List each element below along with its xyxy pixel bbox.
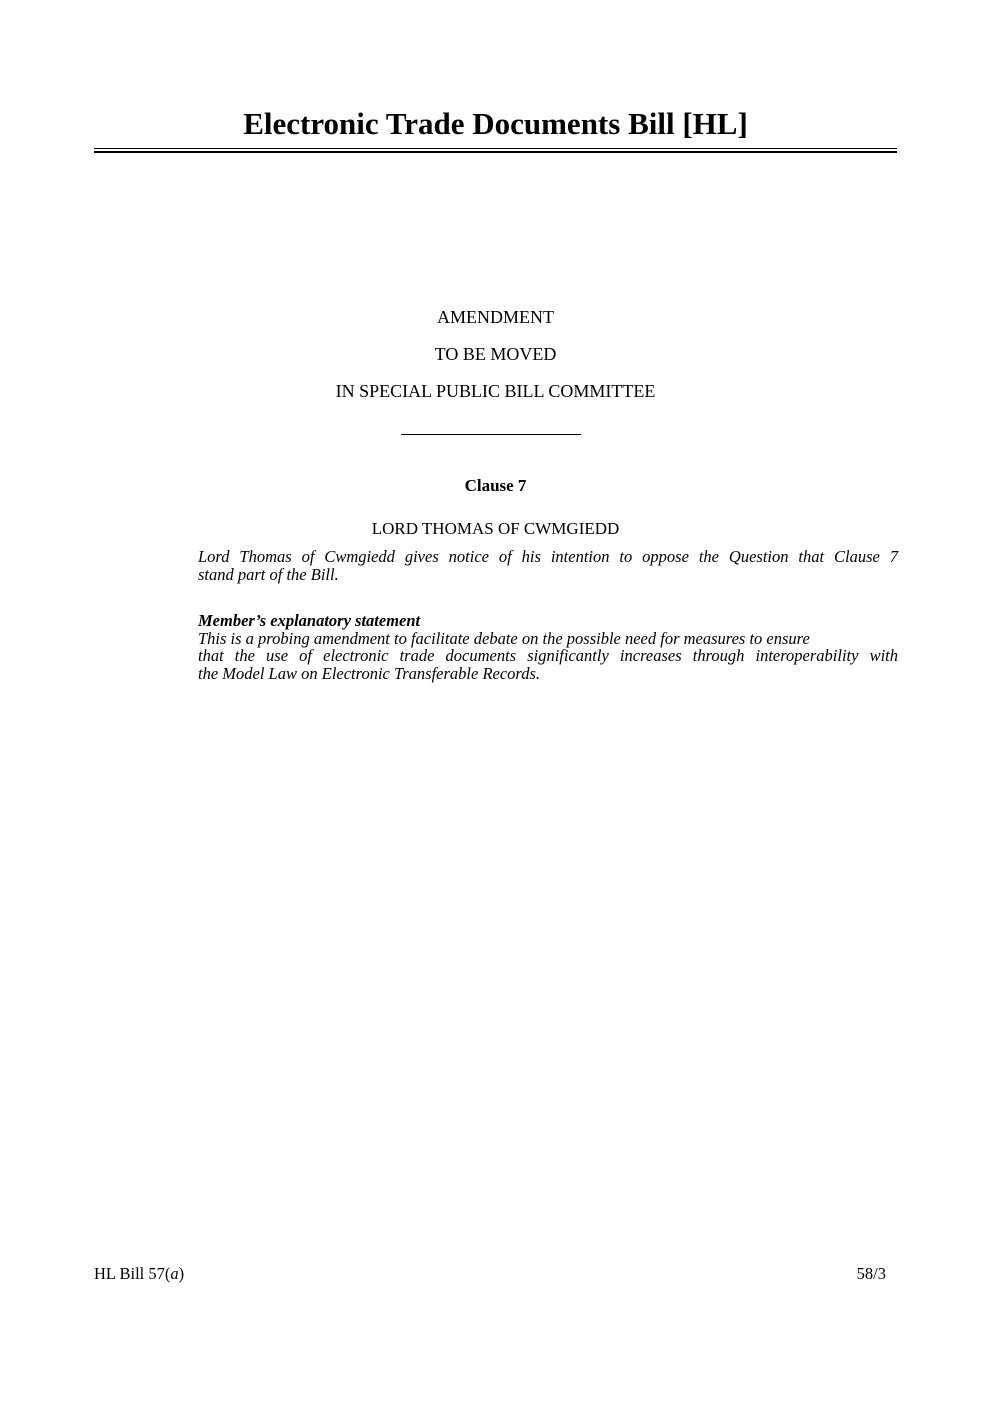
bill-reference-close: ) xyxy=(178,1264,185,1283)
bill-reference-suffix: a xyxy=(170,1264,179,1283)
heading-to-be-moved: TO BE MOVED xyxy=(434,344,557,364)
statement-line: This is a probing amendment to facilitate debate on the possible need for measures to ensure xyxy=(198,628,810,648)
section-divider xyxy=(401,434,581,435)
statement-line: that the use of electronic trade documents significantly increases through interoperability with xyxy=(198,646,898,665)
heading-committee: IN SPECIAL PUBLIC BILL COMMITTEE xyxy=(335,381,656,401)
statement-heading: Member’s explanatory statement xyxy=(198,611,421,630)
explanatory-statement xyxy=(198,612,898,682)
bill-reference-text: HL Bill 57( xyxy=(94,1264,171,1283)
document-title: Electronic Trade Documents Bill [HL] xyxy=(243,106,748,141)
title-rule-thin xyxy=(94,148,897,149)
statement-line: the Model Law on Electronic Transferable Records. xyxy=(198,663,541,683)
notice-text xyxy=(198,548,898,583)
clause-heading: Clause 7 xyxy=(464,476,527,495)
member-name: LORD THOMAS OF CWMGIEDD xyxy=(371,519,620,538)
heading-amendment: AMENDMENT xyxy=(437,307,554,327)
title-rule-thick xyxy=(94,151,897,153)
notice-line: Lord Thomas of Cwmgiedd gives notice of his intention to oppose the Question that Clause 7 xyxy=(198,547,898,566)
page-reference: 58/3 xyxy=(856,1264,886,1283)
notice-line: stand part of the Bill. xyxy=(198,564,339,584)
bill-reference xyxy=(94,1264,184,1284)
